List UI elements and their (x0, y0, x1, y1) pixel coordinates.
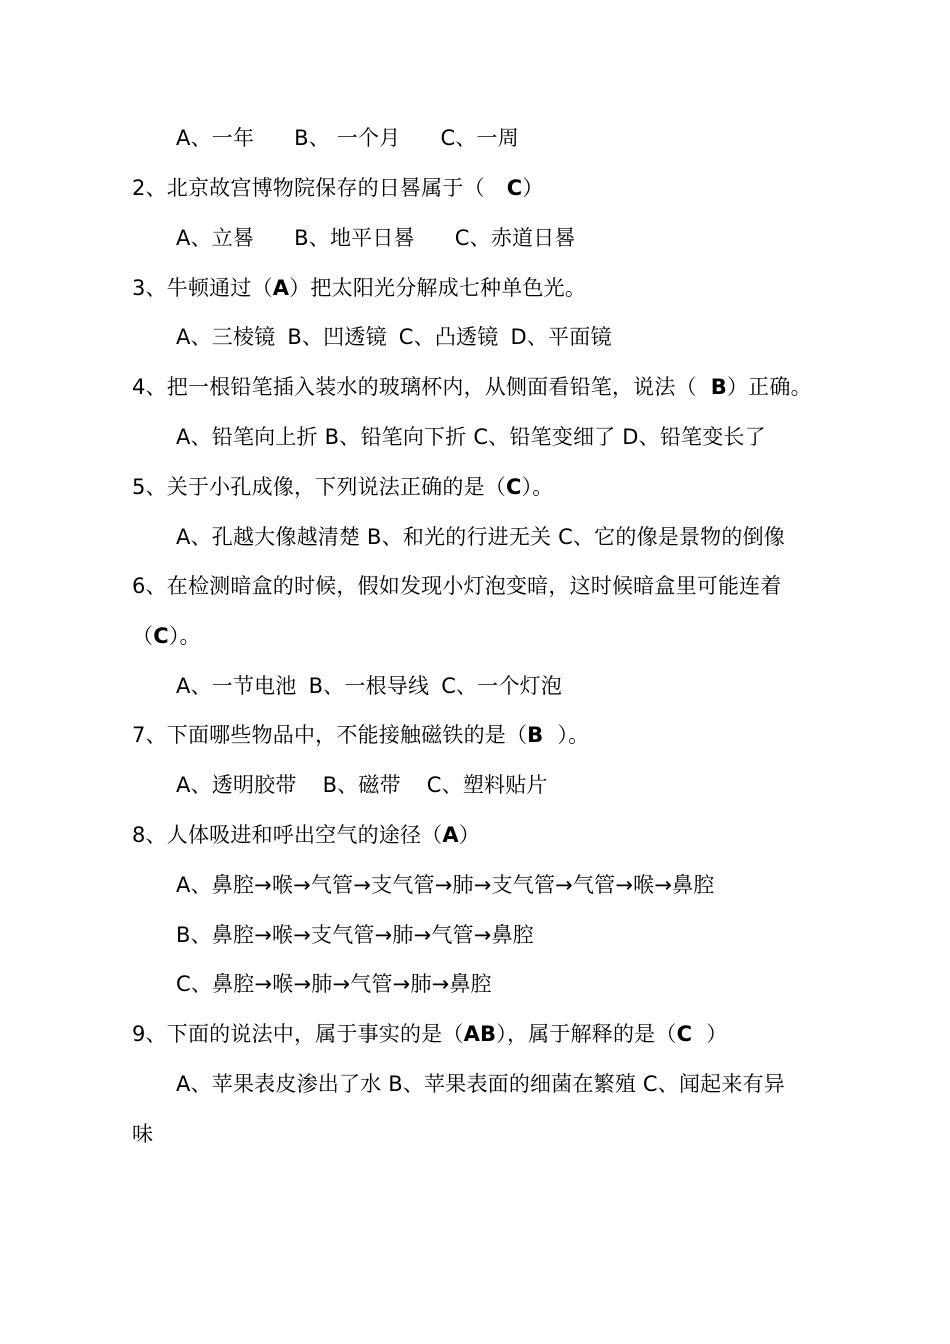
q2-text: 北京故宫博物院保存的日晷属于（ (166, 176, 485, 200)
q9-options-cont (132, 1121, 153, 1147)
q2-question (132, 175, 544, 201)
q6-options (176, 673, 562, 699)
q8-option-c (176, 971, 492, 997)
q9-answer-fact: AB (463, 1022, 497, 1046)
q7-text: 下面哪些物品中，不能接触磁铁的是（ (166, 723, 528, 747)
q7-option-b: B、磁带 (322, 773, 401, 797)
q6-option-c: C、一个灯泡 (441, 674, 563, 698)
q6-number: 6、 (132, 574, 167, 598)
q5-question (132, 474, 554, 500)
q5-answer: C (505, 475, 522, 499)
q6-question-cont (132, 623, 201, 649)
q8-option-b-text: B、鼻腔→喉→支气管→肺→气管→鼻腔 (176, 923, 534, 947)
q5-number: 5、 (132, 475, 167, 499)
q1-options (176, 125, 519, 151)
q9-text-end: ） (706, 1022, 728, 1046)
q6-text-end: ）。 (168, 624, 201, 648)
q1-option-b: B、 一个月 (294, 126, 401, 150)
q5-text: 关于小孔成像，下列说法正确的是（ (166, 475, 506, 499)
q8-option-a (176, 872, 715, 898)
q2-option-a: A、立晷 (176, 226, 255, 250)
q7-option-c: C、塑料贴片 (426, 773, 548, 797)
q7-answer: B (527, 723, 544, 747)
q8-option-b (176, 922, 534, 948)
q4-question (132, 374, 812, 400)
q2-number: 2、 (132, 176, 167, 200)
q2-text-end: ） (522, 176, 544, 200)
q4-text-end: ）正确。 (726, 375, 812, 399)
q3-text: 牛顿通过（ (166, 276, 273, 300)
q8-text-end: ） (458, 823, 481, 847)
q5-options (176, 524, 785, 550)
q9-options-text-cont: 味 (132, 1122, 154, 1146)
q6-option-b: B、一根导线 (308, 674, 430, 698)
q4-number: 4、 (132, 375, 167, 399)
q3-options (176, 324, 612, 350)
q6-text-open: （ (132, 624, 154, 648)
q7-options (176, 772, 548, 798)
q3-option-a: A、三棱镜 (176, 325, 276, 349)
q6-question (132, 573, 782, 599)
q3-text-end: ）把太阳光分解成七种单色光。 (289, 276, 587, 300)
q2-option-c: C、赤道日晷 (454, 226, 576, 250)
q3-answer: A (272, 276, 290, 300)
q9-options (176, 1071, 785, 1097)
q2-option-b: B、地平日晷 (294, 226, 415, 250)
q3-option-d: D、平面镜 (510, 325, 612, 349)
q1-option-c: C、一周 (440, 126, 519, 150)
q9-number: 9、 (132, 1022, 167, 1046)
q5-text-end: ）。 (521, 475, 554, 499)
q2-answer: C (506, 176, 523, 200)
q8-answer: A (442, 823, 459, 847)
q7-question (132, 722, 589, 748)
q9-options-text: A、苹果表皮渗出了水 B、苹果表面的细菌在繁殖 C、闻起来有异 (176, 1072, 785, 1096)
q4-text: 把一根铅笔插入装水的玻璃杯内，从侧面看铅笔，说法（ (166, 375, 697, 399)
q6-option-a: A、一节电池 (176, 674, 297, 698)
q8-question (132, 822, 480, 848)
q3-question (132, 275, 586, 301)
q4-answer: B (710, 375, 727, 399)
q9-text-mid: ），属于解释的是（ (496, 1022, 677, 1046)
q9-question (132, 1021, 727, 1047)
q8-text: 人体吸进和呼出空气的途径（ (166, 823, 443, 847)
q7-option-a: A、透明胶带 (176, 773, 297, 797)
q7-number: 7、 (132, 723, 167, 747)
q9-text: 下面的说法中，属于事实的是（ (166, 1022, 464, 1046)
q6-answer: C (153, 624, 169, 648)
q4-options-text: A、铅笔向上折 B、铅笔向下折 C、铅笔变细了 D、铅笔变长了 (176, 425, 766, 449)
q8-option-a-text: A、鼻腔→喉→气管→支气管→肺→支气管→气管→喉→鼻腔 (176, 873, 715, 897)
q6-text: 在检测暗盒的时候，假如发现小灯泡变暗，这时候暗盒里可能连着 (166, 574, 782, 598)
q3-option-c: C、凸透镜 (398, 325, 499, 349)
q1-option-a: A、一年 (176, 126, 255, 150)
q2-options (176, 225, 576, 251)
q8-option-c-text: C、鼻腔→喉→肺→气管→肺→鼻腔 (176, 972, 492, 996)
q8-number: 8、 (132, 823, 167, 847)
q5-options-text: A、孔越大像越清楚 B、和光的行进无关 C、它的像是景物的倒像 (176, 525, 785, 549)
q4-options (176, 424, 766, 450)
q7-text-end: ）。 (557, 723, 590, 747)
q3-option-b: B、凹透镜 (287, 325, 387, 349)
q3-number: 3、 (132, 276, 167, 300)
q9-answer-explanation: C (676, 1022, 693, 1046)
